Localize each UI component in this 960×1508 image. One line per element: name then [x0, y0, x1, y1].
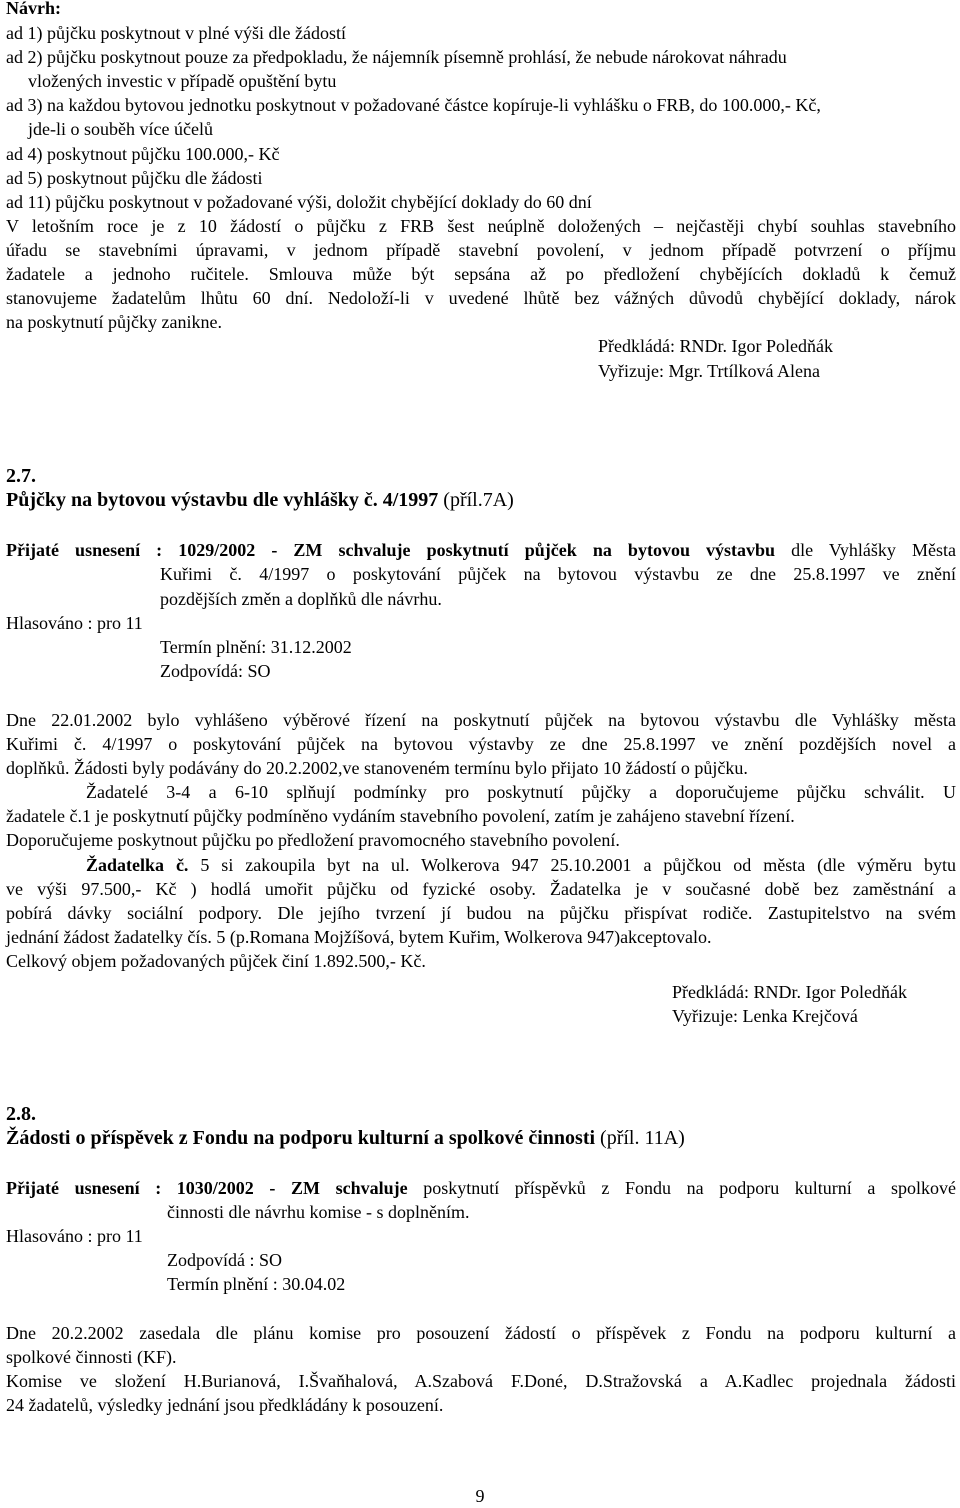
body-line: Celkový objem požadovaných půjček činí 1.892.500,- Kč. — [6, 951, 426, 971]
body-line: Žadatelka č. 5 si zakoupila byt na ul. Wolkerova 947 25.10.2001 a půjčkou od města (dle výměru bytu — [86, 855, 956, 875]
body-line: žadatele č.1 je poskytnutí půjčky podmíněno vydáním stavebního povolení, zatím je zahájeno stavební řízení. — [6, 806, 795, 826]
navrh-item-5: ad 5) poskytnout půjčku dle žádosti — [6, 168, 263, 188]
predklada-label: Předkládá: RNDr. Igor Poledňák — [598, 336, 833, 356]
responsible: Zodpovídá : SO — [167, 1250, 282, 1270]
navrh-item-2: ad 2) půjčku poskytnout pouze za předpokladu, že nájemník písemně prohlásí, že nebude nárokovat náhradu — [6, 47, 787, 67]
body-line: jednání žádost žadatelky čís. 5 (p.Romana Mojžíšová, bytem Kuřim, Wolkerova 947)akceptovalo. — [6, 927, 712, 947]
body-line: doplňků. Žádosti byly podávány do 20.2.2002,ve stanoveném termínu bylo přijato 10 žádostí o půjčku. — [6, 758, 748, 778]
body-line: Komise ve složení H.Burianová, I.Švaňhalová, A.Szabová F.Doné, D.Stražovská a A.Kadlec projednala žádosti — [6, 1371, 956, 1391]
page-number: 9 — [475, 1486, 485, 1506]
voting-result: Hlasováno : pro 11 — [6, 613, 143, 633]
predklada-label: Předkládá: RNDr. Igor Poledňák — [672, 982, 907, 1002]
deadline: Termín plnění : 30.04.02 — [167, 1274, 346, 1294]
navrh-item-11: ad 11) půjčku poskytnout v požadované výši, doložit chybějící doklady do 60 dní — [6, 192, 592, 212]
resolution-line-2: činnosti dle návrhu komise - s doplněním. — [167, 1202, 470, 1222]
navrh-item-4: ad 4) poskytnout půjčku 100.000,- Kč — [6, 144, 280, 164]
navrh-item-3: ad 3) na každou bytovou jednotku poskytnout v požadované částce kopíruje-li vyhlášku o FRB, do 100.000,- Kč, — [6, 95, 821, 115]
navrh-para-line: na poskytnutí půjčky zanikne. — [6, 312, 222, 332]
section-title: Půjčky na bytovou výstavbu dle vyhlášky č. 4/1997 (příl.7A) — [6, 489, 514, 511]
navrh-para-line: V letošním roce je z 10 žádostí o půjčku z FRB šest neúplně doložených – nejčastěji chybí souhlas stavebního — [6, 216, 956, 236]
applicant-label: Žadatelka č. — [86, 855, 189, 875]
body-line: Kuřimi č. 4/1997 o poskytování půjček na bytovou výstavby ze dne 25.8.1997 ve znění pozdějších novel a — [6, 734, 956, 754]
body-line: Žadatelé 3-4 a 6-10 splňují podmínky pro poskytnutí půjčky a doporučujeme půjčku schválit. U — [86, 782, 956, 802]
body-line: ve výši 97.500,- Kč ) hodlá umořit půjčku od fyzické osoby. Žadatelka je v současné době bez zaměstnání a — [6, 879, 956, 899]
vyrizuje-label: Vyřizuje: Mgr. Trtílková Alena — [598, 361, 820, 381]
deadline: Termín plnění: 31.12.2002 — [160, 637, 352, 657]
body-line: Dne 20.2.2002 zasedala dle plánu komise pro posouzení žádostí o příspěvek z Fondu na podporu kulturní a — [6, 1323, 956, 1343]
resolution-line: Přijaté usnesení : 1030/2002 - ZM schvaluje poskytnutí příspěvků z Fondu na podporu kulturní a spolkové — [6, 1178, 956, 1198]
responsible: Zodpovídá: SO — [160, 661, 271, 681]
section-number: 2.8. — [6, 1103, 36, 1125]
voting-result: Hlasováno : pro 11 — [6, 1226, 143, 1246]
navrh-item-1: ad 1) půjčku poskytnout v plné výši dle žádostí — [6, 23, 346, 43]
resolution-line-2: Kuřimi č. 4/1997 o poskytování půjček na bytovou výstavbu ze dne 25.8.1997 ve znění — [160, 564, 956, 584]
navrh-para-line: úřadu se stavebními úpravami, v jednom případě stavební povolení, v jednom případě potvrzení o příjmu — [6, 240, 956, 260]
navrh-item-2-cont: vložených investic v případě opuštění bytu — [28, 71, 337, 91]
resolution-line: Přijaté usnesení : 1029/2002 - ZM schvaluje poskytnutí půjček na bytovou výstavbu dle Vyhlášky Města — [6, 540, 957, 560]
body-line: Doporučujeme poskytnout půjčku po předložení pravomocného stavebního povolení. — [6, 830, 620, 850]
resolution-line-3: pozdějších změn a doplňků dle návrhu. — [160, 589, 442, 609]
navrh-heading: Návrh: — [6, 0, 61, 18]
navrh-para-line: žadatele a jednoho ručitele. Smlouva může být sepsána až po předložení chybějících dokladů k čemuž — [6, 264, 956, 284]
section-number: 2.7. — [6, 465, 36, 487]
body-line: Dne 22.01.2002 bylo vyhlášeno výběrové řízení na poskytnutí půjček na bytovou výstavbu dle Vyhlášky města — [6, 710, 956, 730]
body-line: 24 žadatelů, výsledky jednání jsou předkládány k posouzení. — [6, 1395, 444, 1415]
navrh-para-line: stanovujeme žadatelům lhůtu 60 dní. Nedoloží-li v uvedené lhůtě bez vážných důvodů chybějící doklady, nárok — [6, 288, 956, 308]
section-title: Žádosti o příspěvek z Fondu na podporu kulturní a spolkové činnosti (příl. 11A) — [6, 1127, 685, 1149]
body-line: pobírá dávky sociální podpory. Dle jejího tvrzení jí budou na půjčku přispívat rodiče. Zastupitelstvo na svém — [6, 903, 956, 923]
body-line: spolkové činnosti (KF). — [6, 1347, 177, 1367]
navrh-item-3-cont: jde-li o souběh více účelů — [28, 119, 213, 139]
vyrizuje-label: Vyřizuje: Lenka Krejčová — [672, 1006, 858, 1026]
